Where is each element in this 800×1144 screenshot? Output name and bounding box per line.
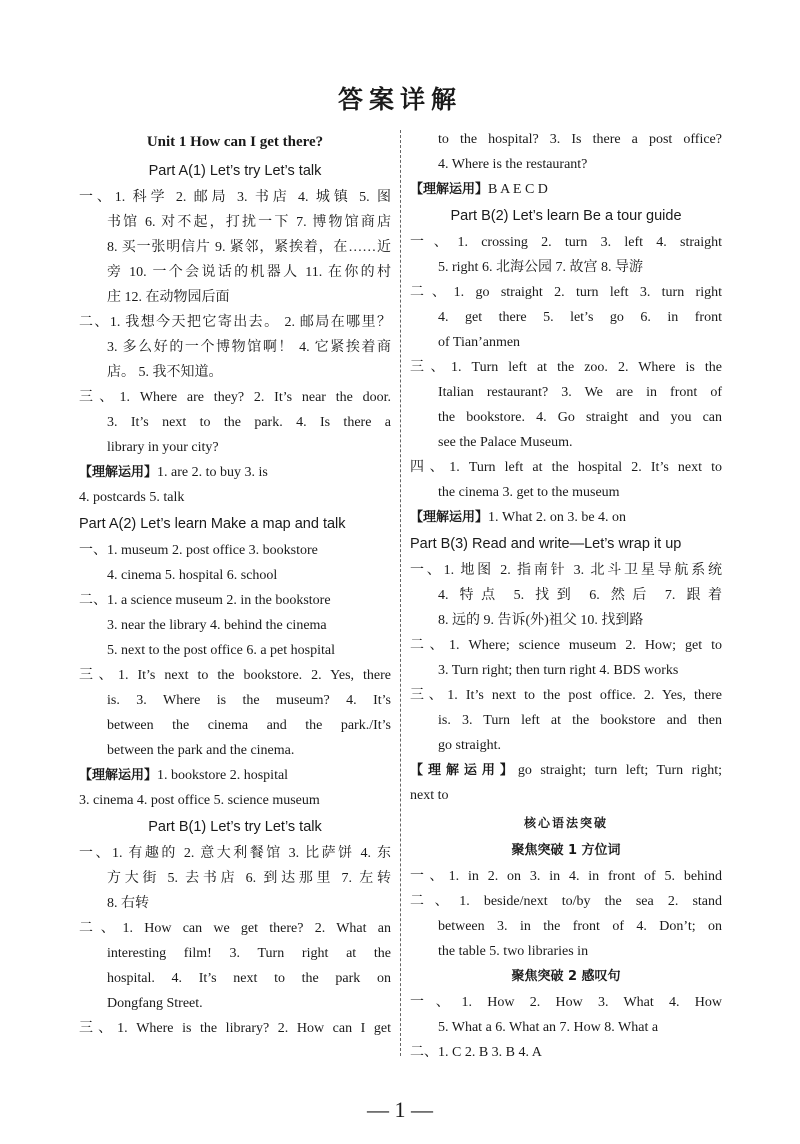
practice-answers: go straight; turn left; Turn right; <box>517 763 722 778</box>
answer-line: 三、1. Where are they? 2. It’s near the door. <box>79 390 391 405</box>
page-number: — 1 — <box>367 1097 433 1122</box>
answer-line: between 3. in the front of 4. Don’t; on <box>438 919 722 934</box>
grammar-heading: 核心语法突破 <box>523 816 608 830</box>
answer-line: 一、1. 有趣的 2. 意大利餐馆 3. 比萨饼 4. 东 <box>79 846 391 861</box>
left-column <box>79 127 391 1041</box>
answer-line: 一、1. museum 2. post office 3. bookstore <box>79 543 318 558</box>
answer-line: 三、1. Where is the library? 2. How can I get <box>79 1021 391 1036</box>
answer-line: library in your city? <box>107 440 219 455</box>
answer-line: 二、1. beside/next to/by the sea 2. stand <box>410 894 722 909</box>
answer-line: between the park and the cinema. <box>107 743 295 758</box>
unit-heading: Unit 1 How can I get there? <box>146 134 324 150</box>
answer-line: 二、1. Where; science museum 2. How; get to <box>410 638 722 653</box>
answer-line: 5. What a 6. What an 7. How 8. What a <box>438 1020 659 1035</box>
answer-line: the cinema 3. get to the museum <box>438 485 620 500</box>
answer-line: 方大街 5. 去书店 6. 到达那里 7. 左转 <box>107 871 391 886</box>
answer-line: the table 5. two libraries in <box>438 944 589 959</box>
answer-line: 4. cinema 5. hospital 6. school <box>107 568 278 583</box>
practice-line: 4. postcards 5. talk <box>79 490 185 505</box>
practice-line <box>410 505 722 530</box>
focus-heading-2: 聚焦突破 2 感叹句 <box>511 969 621 984</box>
practice-answers: 1. are 2. to buy 3. is <box>157 465 268 480</box>
answer-line: 8. 右转 <box>107 896 149 911</box>
answer-line: is. 3. Where is the museum? 4. It’s <box>107 693 391 708</box>
focus-heading-1: 聚焦突破 1 方位词 <box>511 843 621 858</box>
column-divider <box>400 130 401 1056</box>
answer-line: 一、1. How 2. How 3. What 4. How <box>410 995 722 1010</box>
answer-line: 4. 特点 5. 找到 6. 然后 7. 跟着 <box>438 588 722 603</box>
answer-line: 店。 5. 我不知道。 <box>107 365 223 380</box>
answer-line: 5. right 6. 北海公园 7. 故宫 8. 导游 <box>438 260 643 275</box>
answer-line: 二、1. a science museum 2. in the bookstore <box>79 593 331 608</box>
answer-line: 3. 多么好的一个博物馆啊！ 4. 它紧挨着商 <box>107 340 391 355</box>
answer-line: Dongfang Street. <box>107 996 203 1011</box>
practice-line: 3. cinema 4. post office 5. science museum <box>79 793 320 808</box>
answer-line: 4. Where is the restaurant? <box>438 157 588 172</box>
answer-line: 二、1. 我想今天把它寄出去。 2. 邮局在哪里？ <box>79 315 391 330</box>
answer-line: 二、1. go straight 2. turn left 3. turn right <box>410 285 722 300</box>
answer-line: the bookstore. 4. Go straight and you can <box>438 410 722 425</box>
answer-line: 一、1. in 2. on 3. in 4. in front of 5. behind <box>410 869 722 884</box>
answer-line: 一、1. 科学 2. 邮局 3. 书店 4. 城镇 5. 图 <box>79 190 391 205</box>
answer-line: 3. near the library 4. behind the cinema <box>107 618 327 633</box>
answer-line: 三、1. It’s next to the bookstore. 2. Yes, there <box>79 668 391 683</box>
answer-line: 8. 买一张明信片 9. 紧邻，紧挨着，在……近 <box>107 240 391 255</box>
practice-label: 【理解运用】 <box>410 182 489 197</box>
answer-line: 3. It’s next to the park. 4. Is there a <box>107 415 391 430</box>
practice-label: 【理解运用】 <box>410 510 489 525</box>
practice-answers: B A E C D <box>488 182 548 197</box>
right-column <box>410 127 722 1065</box>
answer-line: 二、1. How can we get there? 2. What an <box>79 921 391 936</box>
answer-line: 四、1. Turn left at the hospital 2. It’s next to <box>410 460 722 475</box>
practice-line: next to <box>410 788 449 803</box>
answer-line: 4. get there 5. let’s go 6. in front <box>438 310 722 325</box>
section-heading-a2: Part A(2) Let’s learn Make a map and talk <box>79 516 346 532</box>
practice-line <box>79 460 391 485</box>
practice-line <box>79 763 391 788</box>
answer-line: 5. next to the post office 6. a pet hospital <box>107 643 335 658</box>
answer-line: between the cinema and the park./It’s <box>107 718 391 733</box>
section-heading-b2: Part B(2) Let’s learn Be a tour guide <box>450 208 682 224</box>
answer-line: is. 3. Turn left at the bookstore and then <box>438 713 722 728</box>
answer-line: 8. 远的 9. 告诉(外)祖父 10. 找到路 <box>438 613 644 628</box>
answer-line: 一、1. 地图 2. 指南针 3. 北斗卫星导航系统 <box>410 563 722 578</box>
section-heading-b3: Part B(3) Read and write—Let’s wrap it up <box>410 536 682 552</box>
practice-label: 【理解运用】 <box>79 768 158 783</box>
answer-line: 一、1. crossing 2. turn 3. left 4. straight <box>410 235 722 250</box>
answer-line: 庄 12. 在动物园后面 <box>107 290 230 305</box>
answer-line: 三、1. It’s next to the post office. 2. Yes, there <box>410 688 722 703</box>
answer-line: Italian restaurant? 3. We are in front of <box>438 385 722 400</box>
answer-line: see the Palace Museum. <box>438 435 573 450</box>
section-heading-a1: Part A(1) Let’s try Let’s talk <box>148 163 322 179</box>
answer-line: interesting film! 3. Turn right at the <box>107 946 391 961</box>
answer-line: to the hospital? 3. Is there a post office? <box>438 132 722 147</box>
answer-line: 二、1. C 2. B 3. B 4. A <box>410 1045 542 1060</box>
page-title: 答案详解 <box>337 85 462 114</box>
answer-line: 旁 10. 一个会说话的机器人 11. 在你的村 <box>107 265 391 280</box>
answer-line: 三、1. Turn left at the zoo. 2. Where is the <box>410 360 722 375</box>
answer-line: 3. Turn right; then turn right 4. BDS works <box>438 663 679 678</box>
answer-line: go straight. <box>438 738 501 753</box>
section-heading-b1: Part B(1) Let’s try Let’s talk <box>148 819 322 835</box>
answer-line: 书馆 6. 对不起，打扰一下 7. 博物馆商店 <box>107 215 391 230</box>
practice-label: 【理解运用】 <box>79 465 158 480</box>
practice-line <box>410 177 722 202</box>
practice-answers: 1. bookstore 2. hospital <box>157 768 289 783</box>
answer-line: of Tian’anmen <box>438 335 521 350</box>
answer-line: hospital. 4. It’s next to the park on <box>107 971 391 986</box>
practice-line <box>410 758 722 783</box>
practice-answers: 1. What 2. on 3. be 4. on <box>488 510 627 525</box>
practice-label: 【理解运用】 <box>410 763 518 778</box>
